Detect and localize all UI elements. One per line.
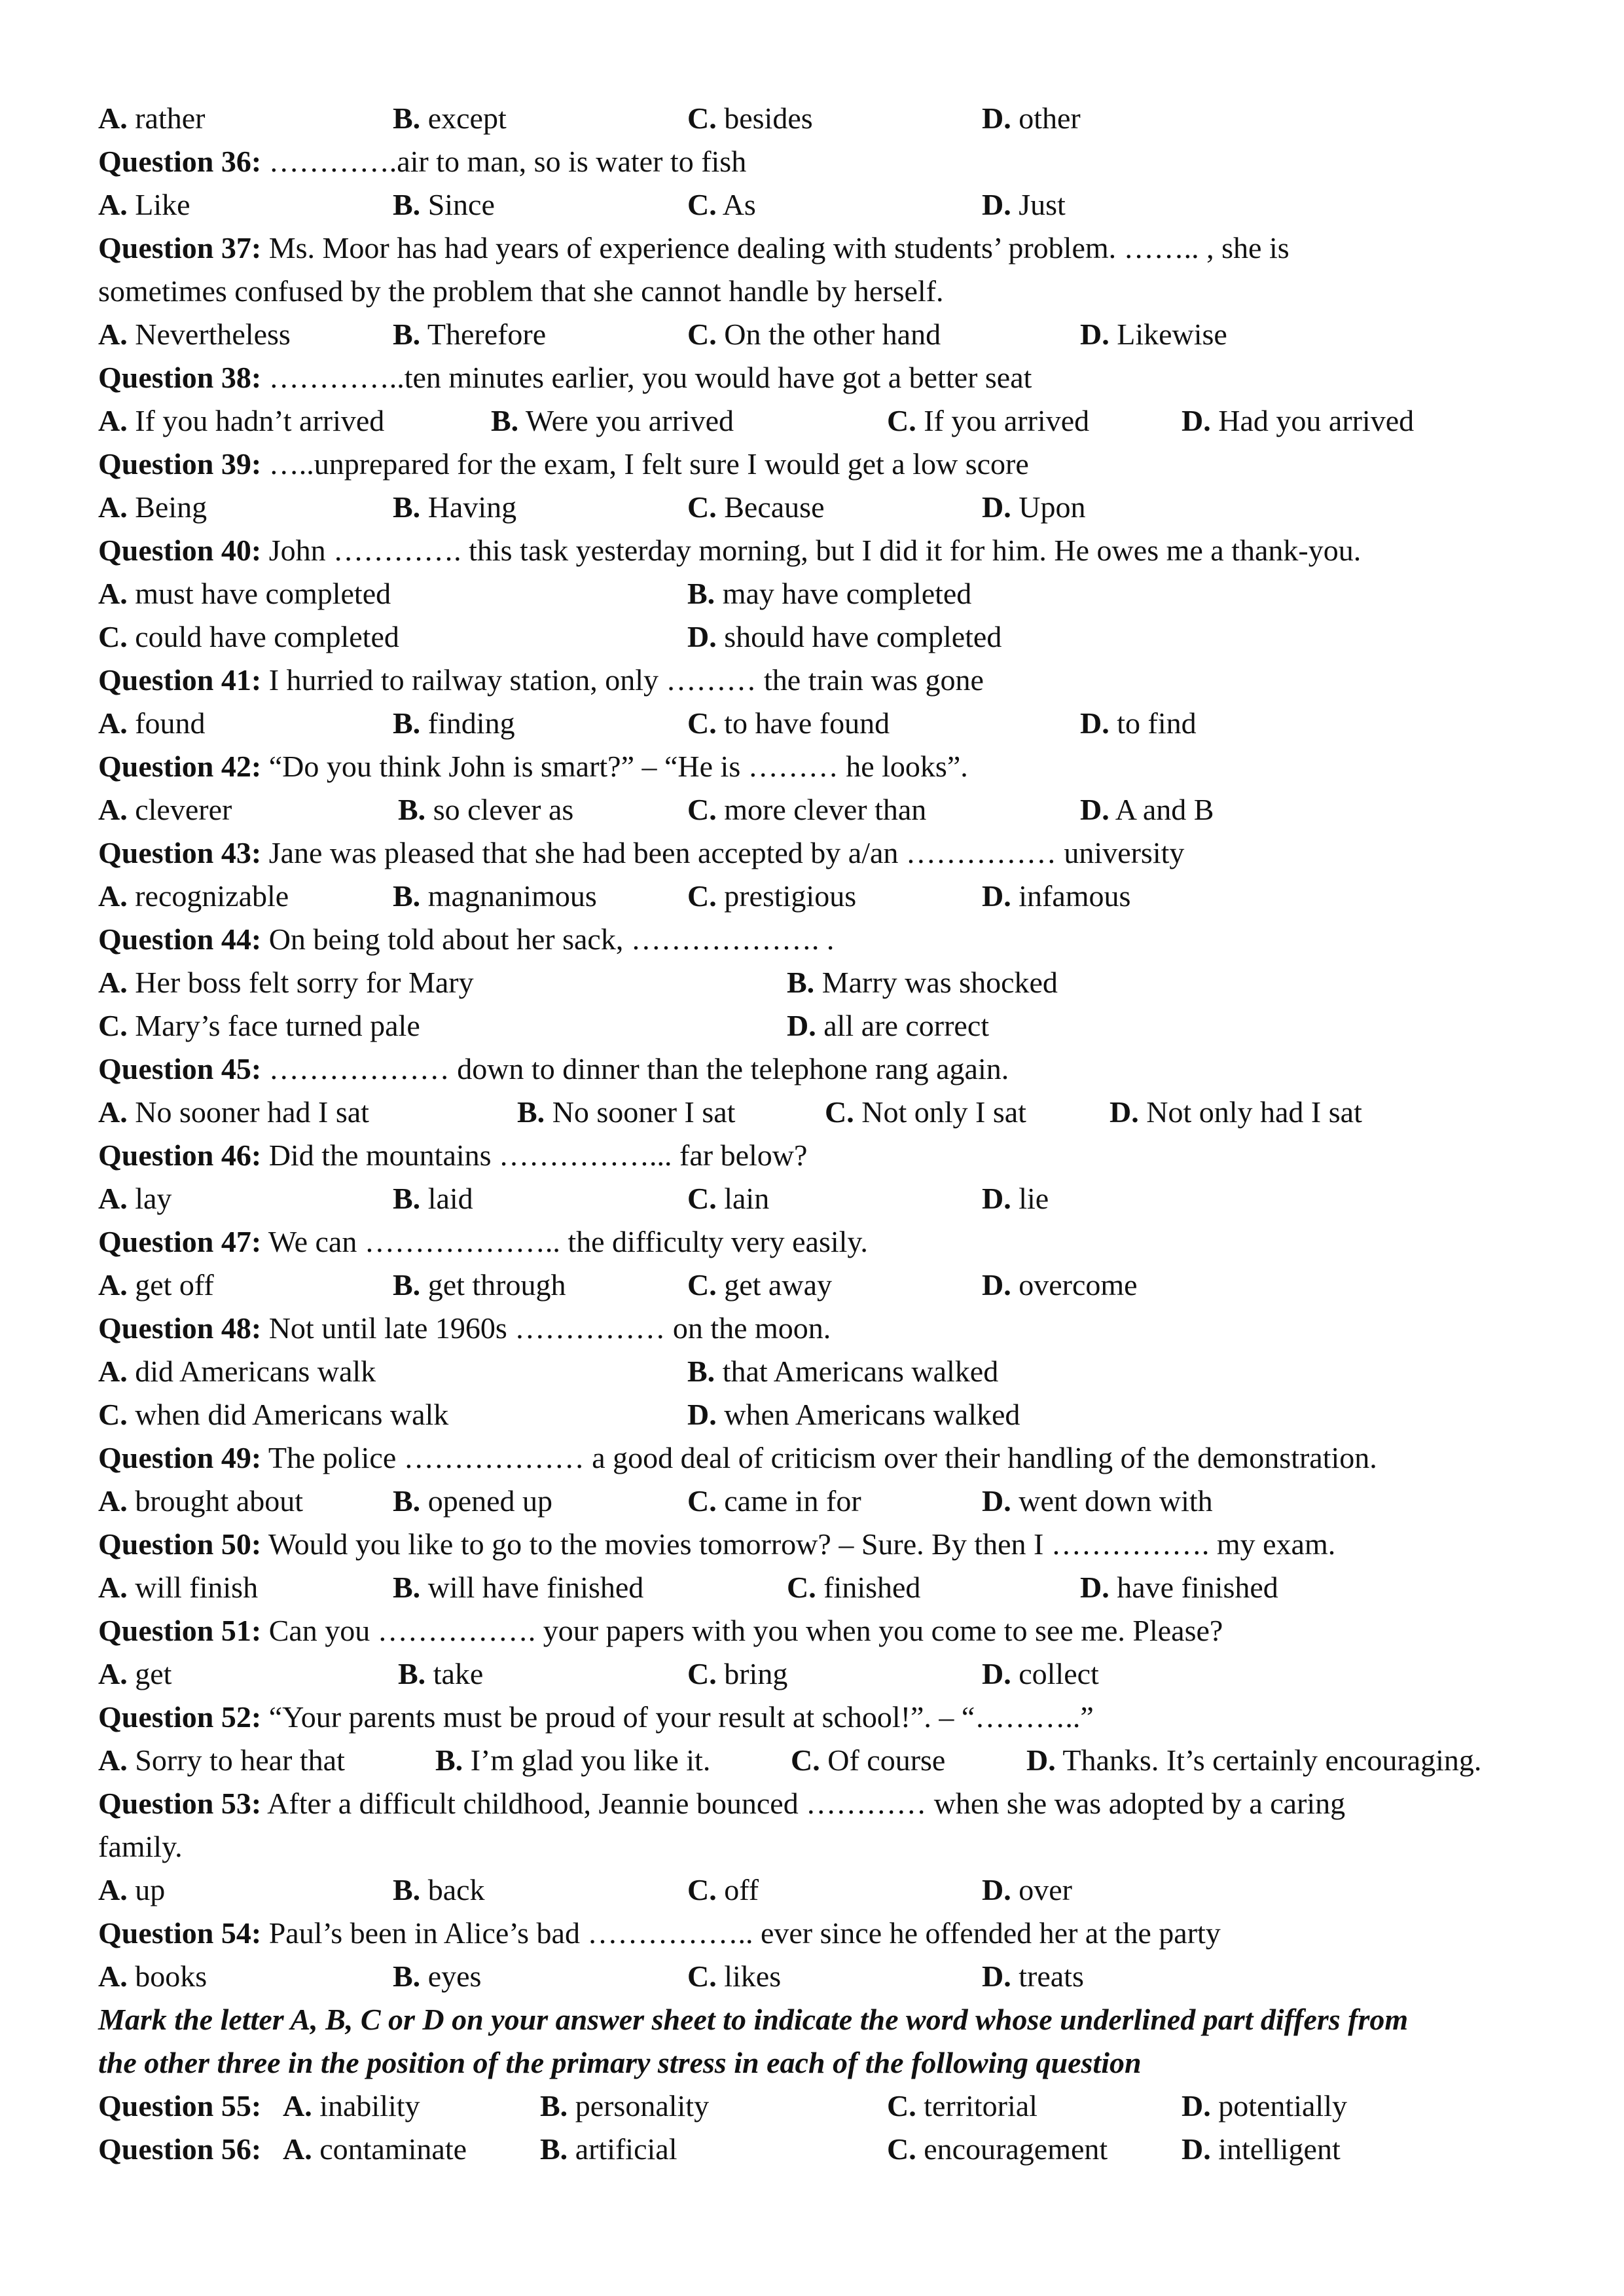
question-47-stem: Question 47: We can ……………….. the difficulty very easily.: [98, 1225, 868, 1258]
option-a: A. did Americans walk: [98, 1355, 376, 1388]
option-a: A. lay: [98, 1182, 172, 1215]
question-45-options: [98, 1091, 1564, 1134]
question-46-options: [98, 1177, 1564, 1220]
option-c: C. encouragement: [887, 2132, 1108, 2166]
option-b: B. laid: [393, 1182, 473, 1215]
option-a: A. up: [98, 1873, 166, 1906]
question-44-options-1: [98, 961, 1564, 1004]
question-37-stem: Question 37: Ms. Moor has had years of experience dealing with students’ problem. …….. , she is: [98, 231, 1290, 264]
option-d: D. collect: [982, 1657, 1099, 1690]
option-c: C. came in for: [687, 1484, 861, 1518]
option-b: B. so clever as: [398, 793, 574, 826]
option-c: C. more clever than: [687, 793, 927, 826]
option-d: D. when Americans walked: [687, 1398, 1020, 1431]
option-a: A. will finish: [98, 1571, 259, 1604]
option-c: C. prestigious: [687, 879, 857, 913]
question-38-options: [98, 399, 1564, 443]
question-56-label: Question 56:: [98, 2132, 262, 2166]
option-c: C. If you arrived: [887, 404, 1090, 437]
option-a: A. If you hadn’t arrived: [98, 404, 385, 437]
option-c: C. could have completed: [98, 620, 399, 653]
section-instruction: Mark the letter A, B, C or D on your answer sheet to indicate the word whose underlined part differs from: [98, 2003, 1409, 2036]
question-50-stem: Question 50: Would you like to go to the movies tomorrow? – Sure. By then I ……………. my exam.: [98, 1527, 1336, 1561]
option-a: A. must have completed: [98, 577, 391, 610]
option-a: A. recognizable: [98, 879, 289, 913]
question-44-stem: Question 44: On being told about her sack, ………………. .: [98, 922, 835, 956]
option-d: D. A and B: [1080, 793, 1214, 826]
option-c: C. bring: [687, 1657, 788, 1690]
option-a: A. found: [98, 706, 206, 740]
question-41-stem: Question 41: I hurried to railway station, only ……… the train was gone: [98, 663, 984, 697]
option-c: C. besides: [687, 101, 813, 135]
question-47-options: [98, 1264, 1564, 1307]
option-b: B. except: [393, 101, 507, 135]
option-b: B. Therefore: [393, 318, 547, 351]
option-c: C. As: [687, 188, 756, 221]
question-49-stem: Question 49: The police ……………… a good deal of criticism over their handling of the demonstration.: [98, 1441, 1377, 1474]
option-b: B. I’m glad you like it.: [435, 1743, 711, 1777]
option-c: C. finished: [787, 1571, 921, 1604]
option-b: B. take: [398, 1657, 484, 1690]
option-b: B. Since: [393, 188, 495, 221]
question-48-options-1: [98, 1350, 1564, 1393]
option-a: A. rather: [98, 101, 206, 135]
option-c: C. likes: [687, 1959, 782, 1993]
question-43-stem: Question 43: Jane was pleased that she had been accepted by a/an …………… university: [98, 836, 1185, 869]
option-a: A. Nevertheless: [98, 318, 291, 351]
option-a: A. brought about: [98, 1484, 304, 1518]
option-d: D. over: [982, 1873, 1072, 1906]
option-a: A. inability: [283, 2089, 420, 2123]
option-a: A. Like: [98, 188, 190, 221]
option-d: D. Just: [982, 188, 1066, 221]
question-42-stem: Question 42: “Do you think John is smart?” – “He is ……… he looks”.: [98, 750, 968, 783]
option-c: C. to have found: [687, 706, 890, 740]
question-42-options: [98, 788, 1564, 831]
option-c: C. lain: [687, 1182, 770, 1215]
option-b: B. eyes: [393, 1959, 482, 1993]
question-36-options: [98, 183, 1564, 227]
option-b: B. Marry was shocked: [787, 966, 1058, 999]
option-b: B. Were you arrived: [491, 404, 734, 437]
option-b: B. magnanimous: [393, 879, 597, 913]
option-d: D. Upon: [982, 490, 1086, 524]
option-d: D. intelligent: [1182, 2132, 1341, 2166]
option-b: B. get through: [393, 1268, 566, 1302]
question-51-options: [98, 1652, 1564, 1696]
option-d: D. potentially: [1182, 2089, 1347, 2123]
option-d: D. Likewise: [1080, 318, 1227, 351]
option-d: D. Not only had I sat: [1110, 1095, 1362, 1129]
question-49-options: [98, 1480, 1564, 1523]
question-40-stem: Question 40: John …………. this task yesterday morning, but I did it for him. He owes me a thank-you.: [98, 534, 1362, 567]
option-a: A. get: [98, 1657, 172, 1690]
option-b: B. No sooner I sat: [517, 1095, 736, 1129]
option-d: D. all are correct: [787, 1009, 990, 1042]
question-53-stem-cont: family.: [98, 1830, 183, 1863]
option-b: B. artificial: [540, 2132, 677, 2166]
option-a: A. contaminate: [283, 2132, 467, 2166]
option-b: B. opened up: [393, 1484, 553, 1518]
section-instruction-cont: the other three in the position of the primary stress in each of the following question: [98, 2046, 1142, 2079]
option-c: C. off: [687, 1873, 759, 1906]
option-b: B. finding: [393, 706, 515, 740]
option-c: C. Of course: [791, 1743, 946, 1777]
question-36-stem: Question 36: ………….air to man, so is water to fish: [98, 145, 747, 178]
option-c: C. territorial: [887, 2089, 1038, 2123]
question-48-stem: Question 48: Not until late 1960s …………… on the moon.: [98, 1311, 831, 1345]
option-a: A. books: [98, 1959, 208, 1993]
option-c: C. Not only I sat: [825, 1095, 1026, 1129]
question-40-options-2: [98, 615, 1564, 659]
question-51-stem: Question 51: Can you ……………. your papers with you when you come to see me. Please?: [98, 1614, 1223, 1647]
option-a: A. Sorry to hear that: [98, 1743, 345, 1777]
option-b: B. back: [393, 1873, 485, 1906]
question-55-label: Question 55:: [98, 2089, 262, 2123]
option-a: A. No sooner had I sat: [98, 1095, 369, 1129]
option-a: A. get off: [98, 1268, 214, 1302]
question-37-options: [98, 313, 1564, 356]
option-d: D. went down with: [982, 1484, 1213, 1518]
question-37-stem-cont: sometimes confused by the problem that she cannot handle by herself.: [98, 274, 944, 308]
question-46-stem: Question 46: Did the mountains ……………... far below?: [98, 1139, 808, 1172]
question-53-options: [98, 1868, 1564, 1912]
option-b: B. that Americans walked: [687, 1355, 999, 1388]
option-d: D. have finished: [1080, 1571, 1278, 1604]
options-row: [98, 97, 1564, 140]
option-d: D. treats: [982, 1959, 1084, 1993]
option-c: C. when did Americans walk: [98, 1398, 449, 1431]
question-53-stem: Question 53: After a difficult childhood, Jeannie bounced ………… when she was adopted by a caring: [98, 1787, 1346, 1820]
option-a: A. Her boss felt sorry for Mary: [98, 966, 474, 999]
question-52-stem: Question 52: “Your parents must be proud of your result at school!”. – “………..”: [98, 1700, 1094, 1734]
option-b: B. Having: [393, 490, 517, 524]
question-40-options-1: [98, 572, 1564, 615]
question-54-options: [98, 1955, 1564, 1998]
option-a: A. Being: [98, 490, 208, 524]
option-b: B. personality: [540, 2089, 710, 2123]
option-d: D. overcome: [982, 1268, 1138, 1302]
question-39-options: [98, 486, 1564, 529]
option-d: D. infamous: [982, 879, 1131, 913]
option-d: D. lie: [982, 1182, 1049, 1215]
option-b: B. may have completed: [687, 577, 972, 610]
option-b: B. will have finished: [393, 1571, 644, 1604]
option-c: C. On the other hand: [687, 318, 941, 351]
option-d: D. Thanks. It’s certainly encouraging.: [1026, 1743, 1482, 1777]
option-a: A. cleverer: [98, 793, 232, 826]
option-c: C. Mary’s face turned pale: [98, 1009, 420, 1042]
question-55: [98, 2085, 1564, 2128]
option-d: D. should have completed: [687, 620, 1002, 653]
question-48-options-2: [98, 1393, 1564, 1436]
option-d: D. to find: [1080, 706, 1197, 740]
question-56: [98, 2128, 1564, 2171]
question-38-stem: Question 38: …………..ten minutes earlier, you would have got a better seat: [98, 361, 1032, 394]
option-d: D. Had you arrived: [1182, 404, 1415, 437]
option-c: C. get away: [687, 1268, 832, 1302]
question-52-options: [98, 1739, 1564, 1782]
question-43-options: [98, 875, 1564, 918]
option-d: D. other: [982, 101, 1081, 135]
question-44-options-2: [98, 1004, 1564, 1048]
question-50-options: [98, 1566, 1564, 1609]
question-41-options: [98, 702, 1564, 745]
option-c: C. Because: [687, 490, 825, 524]
question-54-stem: Question 54: Paul’s been in Alice’s bad …………….. ever since he offended her at the party: [98, 1916, 1221, 1950]
question-45-stem: Question 45: ……………… down to dinner than the telephone rang again.: [98, 1052, 1009, 1085]
question-39-stem: Question 39: …..unprepared for the exam, I felt sure I would get a low score: [98, 447, 1029, 481]
